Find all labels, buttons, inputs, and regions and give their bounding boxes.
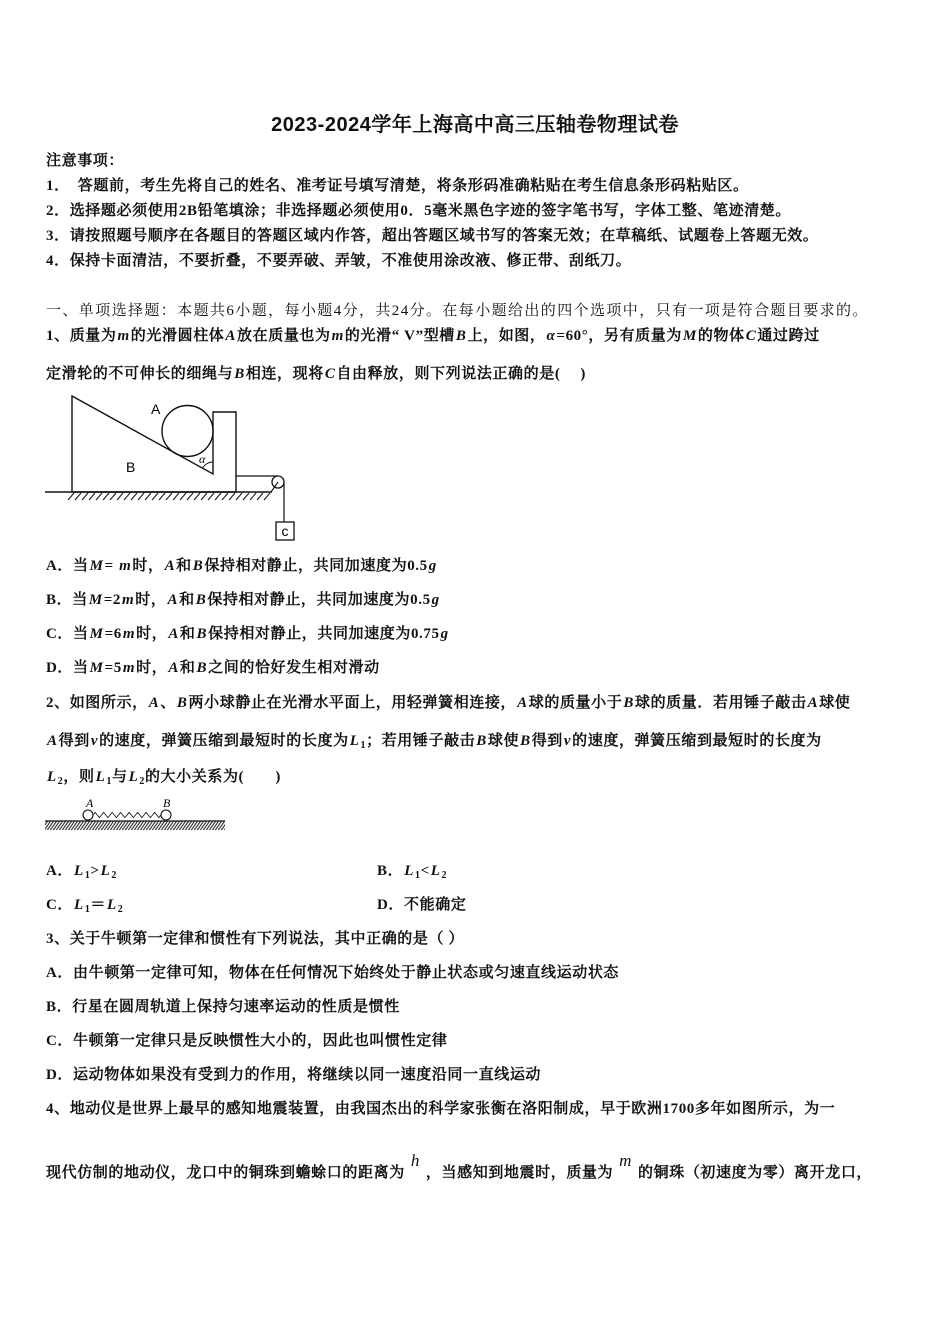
math-variable: L [349,733,360,749]
text-run: 球使 [487,733,520,749]
text-run: C．牛顿第一定律只是反映惯性大小的，因此也叫惯性定律 [46,1033,448,1049]
notice-item-4: 4．保持卡面清洁，不要折叠，不要弄破、弄皱，不准使用涂改液、修正带、刮纸刀。 [46,253,632,269]
text-run: B．当 [46,592,88,608]
text-run: 的速度，弹簧压缩到最短时的长度为 [572,733,822,749]
text-run: 的铜珠（初速度为零）离开龙口， [638,1165,873,1181]
hatch-mark [222,493,228,500]
text-run: =2 [103,592,121,608]
text-run: =60°，另有质量为 [556,328,682,344]
math-variable: v [563,733,572,749]
math-variable: g [440,626,449,642]
subscript: 1 [414,870,421,881]
hatch-mark [89,493,95,500]
text-run: 保持相对静止，共同加速度为0.5 [207,592,431,608]
text-run: D．不能确定 [377,897,467,913]
subscript: 1 [84,870,91,881]
text-run: 的物体 [697,328,745,344]
hatch-mark [180,493,186,500]
notice-item-1: 1． 答题前，考生先将自己的姓名、准考证号填写清楚，将条形码准确粘贴在考生信息条形码粘贴区。 [46,178,749,194]
math-variable: A [164,558,176,574]
subscript: 2 [117,904,124,915]
hatch-mark [236,493,242,500]
hatch-mark [159,493,165,500]
math-variable: L [100,863,111,879]
ground-hatch [68,493,270,500]
math-variable: M [88,592,103,608]
question-2-text-line-1 [46,693,850,713]
text-run: A．由牛顿第一定律可知，物体在任何情况下始终处于静止状态或匀速直线运动状态 [46,965,620,981]
math-variable: m [117,328,130,344]
text-run: 球的质量小于 [528,695,623,711]
section-heading: 一、单项选择题：本题共6小题，每小题4分，共24分。在每小题给出的四个选项中，只有一项是符合题目要求的。 [46,303,869,319]
text-run: 放在质量也为 [237,328,331,344]
math-variable: B [196,660,208,676]
text-run: 得到 [531,733,563,749]
question-2-text-line-3 [46,767,281,787]
spring [93,812,161,817]
ball-b [161,810,171,820]
label-b: B [126,459,136,475]
math-variable: L [74,897,84,913]
question-4-text-line-1 [46,1099,835,1119]
text-run: 2、如图所示， [46,695,148,711]
math-variable: M [89,558,104,574]
text-run: 时， [136,626,168,642]
hatch-mark [75,493,81,500]
math-variable: B [520,733,531,749]
math-variable: g [431,592,440,608]
question-3-text [46,929,464,949]
math-variable: B [623,695,634,711]
question-1-figure [40,390,310,546]
hatch-mark [173,493,179,500]
text-run: A．当 [46,558,89,574]
math-variable: B [234,366,245,382]
text-run: 和 [179,626,196,642]
text-run: A． [46,863,74,879]
text-run: 时， [135,592,167,608]
text-run: 时， [132,558,164,574]
text-run: C．当 [46,626,89,642]
hatch-mark [138,493,144,500]
text-run: 相连，现将 [245,366,324,382]
text-run: B．行星在圆周轨道上保持匀速率运动的性质是惯性 [46,999,400,1015]
math-variable: A [168,660,179,676]
label-alpha: α [199,452,206,466]
hatch-mark [194,493,200,500]
hatch-mark [215,493,221,500]
subscript: 2 [441,870,448,881]
hatch-mark [96,493,102,500]
math-variable: M [89,626,104,642]
hatch-mark [110,493,116,500]
question-3-option-b [46,997,400,1017]
page-title: 2023-2024学年上海高中高三压轴卷物理试卷 [271,114,679,136]
text-run: 上，如图， [467,328,546,344]
hatch-mark [117,493,123,500]
subscript: 2 [111,870,117,881]
text-run: C． [46,897,74,913]
hatch-mark [131,493,137,500]
math-variable: α [546,328,556,344]
text-run: 的速度，弹簧压缩到最短时的长度为 [99,733,349,749]
text-run: =5 [104,660,122,676]
text-run: ＝ [90,897,107,913]
text-run: 与 [111,769,128,785]
question-2-text-line-2 [46,731,822,751]
subscript: 1 [360,740,367,751]
text-run: < [420,863,430,879]
subscript: 1 [106,776,112,787]
math-variable: L [430,863,441,879]
text-run: 两小球静止在光滑水平面上，用轻弹簧相连接， [188,695,517,711]
ball-a [83,810,93,820]
math-variable: L [95,769,106,785]
question-1-text-line-1 [46,326,820,346]
math-variable: A [225,328,237,344]
math-variable: A [168,626,179,642]
hatch-mark [152,493,158,500]
text-run: 、 [160,695,176,711]
math-variable: L [404,863,414,879]
text-run: 和 [179,592,195,608]
math-variable: L [47,769,57,785]
ground-surface [45,821,225,830]
math-variable: A [148,695,160,711]
formula-variable: m [619,1151,633,1170]
math-variable: v [90,733,99,749]
hatch-mark [145,493,151,500]
text-run: = [104,558,119,574]
text-run: 之间的恰好发生相对滑动 [208,660,380,676]
math-variable: A [517,695,528,711]
math-variable: A [807,695,819,711]
hatch-mark [257,493,263,500]
text-run: ；若用锤子敲击 [366,733,476,749]
math-variable: m [122,660,136,676]
math-variable: L [107,897,117,913]
text-run: 保持相对静止，共同加速度为0.75 [208,626,440,642]
math-variable: A [167,592,179,608]
question-2-option-a [46,861,117,881]
math-variable: M [682,328,697,344]
text-run: =6 [104,626,122,642]
math-variable: B [455,328,467,344]
question-1-option-a [46,556,438,576]
hatch-mark [82,493,88,500]
math-variable: m [122,592,135,608]
text-run: 的光滑圆柱体 [130,328,225,344]
subscript: 2 [57,776,64,787]
hatch-mark [187,493,193,500]
question-1-option-b [46,590,441,610]
hatch-mark [264,493,270,500]
text-run: 3、关于牛顿第一定律和惯性有下列说法，其中正确的是（ ） [46,931,465,947]
label-a: A [151,401,161,417]
question-3-option-d [46,1065,541,1085]
math-variable: M [89,660,104,676]
question-4-text-line-2 [46,1151,873,1182]
math-variable: m [119,558,132,574]
hatch-mark [68,493,74,500]
text-run: 定滑轮的不可伸长的细绳与 [46,366,234,382]
text-run: 球使 [819,695,851,711]
notice-item-3: 3．请按照题号顺序在各题目的答题区域内作答，超出答题区域书写的答案无效；在草稿纸、试题卷上答题无效。 [46,228,819,244]
hatch-mark [166,493,172,500]
math-variable: g [428,558,437,574]
math-variable: L [128,769,139,785]
math-variable: C [324,366,336,382]
question-1-option-c [46,624,450,644]
label-a: A [86,796,94,810]
hatch-mark [124,493,130,500]
math-variable: L [74,863,84,879]
label-b: B [163,796,171,810]
math-variable: B [195,592,207,608]
hatch-mark [250,493,256,500]
question-2-figure [40,792,230,834]
question-2-option-c [46,895,123,915]
text-run: 时， [136,660,168,676]
text-run: 现代仿制的地动仪，龙口中的铜珠到蟾蜍口的距离为 [46,1165,405,1181]
question-3-option-c [46,1031,447,1051]
question-2-option-b [377,861,447,881]
question-3-option-a [46,963,619,983]
text-run: D．当 [46,660,89,676]
question-1-text-line-2 [46,364,586,384]
hatch-mark [201,493,207,500]
text-run: 1、质量为 [46,328,117,344]
hatch-mark [103,493,109,500]
text-run: ，当感知到地震时，质量为 [425,1165,614,1181]
math-variable: B [476,733,487,749]
hatch-mark [229,493,235,500]
math-variable: C [745,328,757,344]
text-run: 的光滑“ V”型槽 [344,328,455,344]
text-run: D．运动物体如果没有受到力的作用，将继续以同一速度沿同一直线运动 [46,1067,542,1083]
label-c: c [281,523,289,539]
notice-heading: 注意事项： [46,153,125,169]
text-run: 和 [179,660,196,676]
subscript: 2 [139,776,145,787]
formula-variable: h [410,1151,420,1170]
text-run: 4、地动仪是世界上最早的感知地震装置，由我国杰出的科学家张衡在洛阳制成，早于欧洲1700多年如图所示，为一 [46,1101,836,1117]
math-variable: B [192,558,204,574]
hatch-mark [208,493,214,500]
math-variable: m [331,328,344,344]
notice-item-2: 2．选择题必须使用2B铅笔填涂；非选择题必须使用0．5毫米黑色字迹的签字笔书写，字体工整、笔迹清楚。 [46,203,792,219]
hatch-mark [243,493,249,500]
math-variable: m [122,626,136,642]
text-run: ，则 [63,769,95,785]
text-run: 的大小关系为( ) [144,769,281,785]
question-2-option-d [377,895,466,915]
text-run: 得到 [58,733,90,749]
cylinder-a [162,406,213,457]
text-run: > [90,863,100,879]
subscript: 1 [84,904,91,915]
math-variable: A [47,733,58,749]
text-run: 和 [176,558,192,574]
text-run: 通过跨过 [757,328,820,344]
math-variable: B [176,695,188,711]
text-run: 保持相对静止，共同加速度为0.5 [204,558,428,574]
text-run: 自由释放，则下列说法正确的是( ) [336,366,586,382]
text-run: 球的质量．若用锤子敲击 [634,695,807,711]
question-1-option-d [46,658,380,678]
text-run: B． [377,863,404,879]
math-variable: B [196,626,208,642]
